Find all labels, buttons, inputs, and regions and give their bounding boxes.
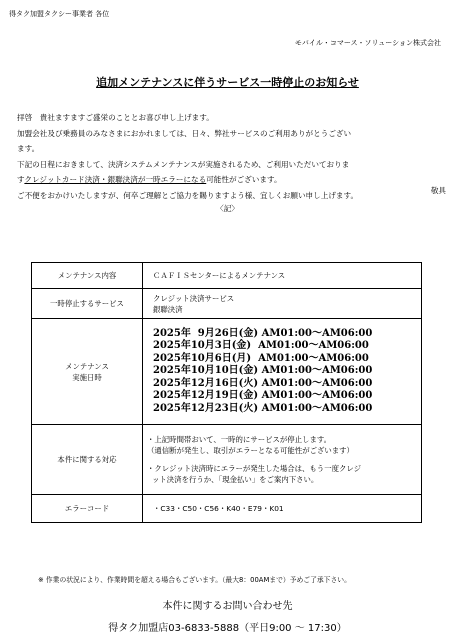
response-line: ット決済を行うか、「現金払い」をご案内下さい。 — [152, 475, 319, 484]
row-label: 本件に関する対応 — [32, 425, 143, 495]
row-label: エラーコード — [32, 495, 143, 523]
footnote: ※ 作業の状況により、作業時間を超える場合もございます。（最大8：00AMまで）予めご了承下さい。 — [38, 576, 351, 584]
ki-heading: 〈記〉 — [216, 204, 239, 213]
table-row — [32, 263, 422, 289]
schedule-item: 2025年12月16日(火) AM01:00～AM06:00 — [153, 377, 373, 389]
table-row — [32, 425, 422, 495]
sender: モバイル・コマース・ソリューション株式会社 — [294, 39, 441, 47]
recipient: 得タク加盟タクシー事業者 各位 — [9, 10, 110, 18]
schedule-item: 2025年10月3日(金) AM01:00～AM06:00 — [153, 340, 369, 352]
table-row — [32, 289, 422, 319]
schedule-item: 2025年12月19日(金) AM01:00～AM06:00 — [153, 390, 373, 402]
maintenance-table — [31, 262, 422, 523]
body-line: ます。 — [17, 144, 40, 153]
title-text: 追加メンテナンスに伴うサービス一時停止のお知らせ — [96, 76, 359, 89]
service-item: クレジット決済サービス — [153, 293, 235, 303]
response-line: （通信断が発生し、取引がエラーとなる可能性がございます） — [147, 446, 354, 455]
contact-phone: 得タク加盟店03-6833-5888（平日9:00 ～ 17:30） — [108, 623, 347, 634]
closing: 敬具 — [430, 186, 446, 195]
row-label: 一時停止するサービス — [32, 289, 143, 319]
body-text: 可能性がございます。 — [206, 175, 282, 184]
response-info — [143, 425, 422, 495]
row-label: メンテナンス内容 — [32, 263, 143, 289]
response-line: ・クレジット決済時にエラーが発生した場合は、もう一度クレジ — [147, 463, 361, 473]
body-line: 下記の日程におきまして、決済システムメンテナンスが実施されるため、ご利用いただいておりま — [17, 159, 350, 169]
table-row — [32, 319, 422, 425]
schedule-item: 2025年10月6日(月) AM01:00～AM06:00 — [153, 352, 369, 364]
body-line: 加盟会社及び乗務員のみなさまにおかれましては、日々、弊社サービスのご利用ありがとうござい — [17, 128, 352, 138]
response-line: ・上記時間帯おいて、一時的にサービスが停止します。 — [147, 434, 332, 444]
service-item: 銀聯決済 — [153, 304, 183, 314]
page-title — [0, 74, 455, 90]
underlined-warning: クレジットカード決済・銀聯決済が一時エラーになる — [24, 175, 207, 184]
label-line: 実施日時 — [72, 372, 102, 382]
greeting-line: 拝啓 貴社ますますご盛栄のこととお喜び申し上げます。 — [17, 113, 214, 122]
maintenance-content: ＣＡＦＩＳセンターによるメンテナンス — [143, 263, 422, 289]
suspended-services — [143, 289, 422, 319]
schedule-item: 2025年12月23日(火) AM01:00～AM06:00 — [153, 402, 373, 414]
error-codes: ・C33・C50・C56・K40・E79・K01 — [143, 495, 422, 523]
body-text: す — [17, 175, 25, 184]
row-label — [32, 319, 143, 425]
body-line: ご不便をおかけいたしますが、何卒ご理解とご協力を賜りますよう様、宜しくお願い申し上げます。 — [17, 190, 359, 200]
schedule-list — [143, 319, 422, 425]
schedule-item: 2025年 9月26日(金) AM01:00～AM06:00 — [153, 327, 373, 339]
table-row — [32, 495, 422, 523]
contact-heading: 本件に関するお問い合わせ先 — [162, 601, 293, 612]
label-line: メンテナンス — [65, 361, 109, 371]
schedule-item: 2025年10月10日(金) AM01:00～AM06:00 — [153, 365, 373, 377]
